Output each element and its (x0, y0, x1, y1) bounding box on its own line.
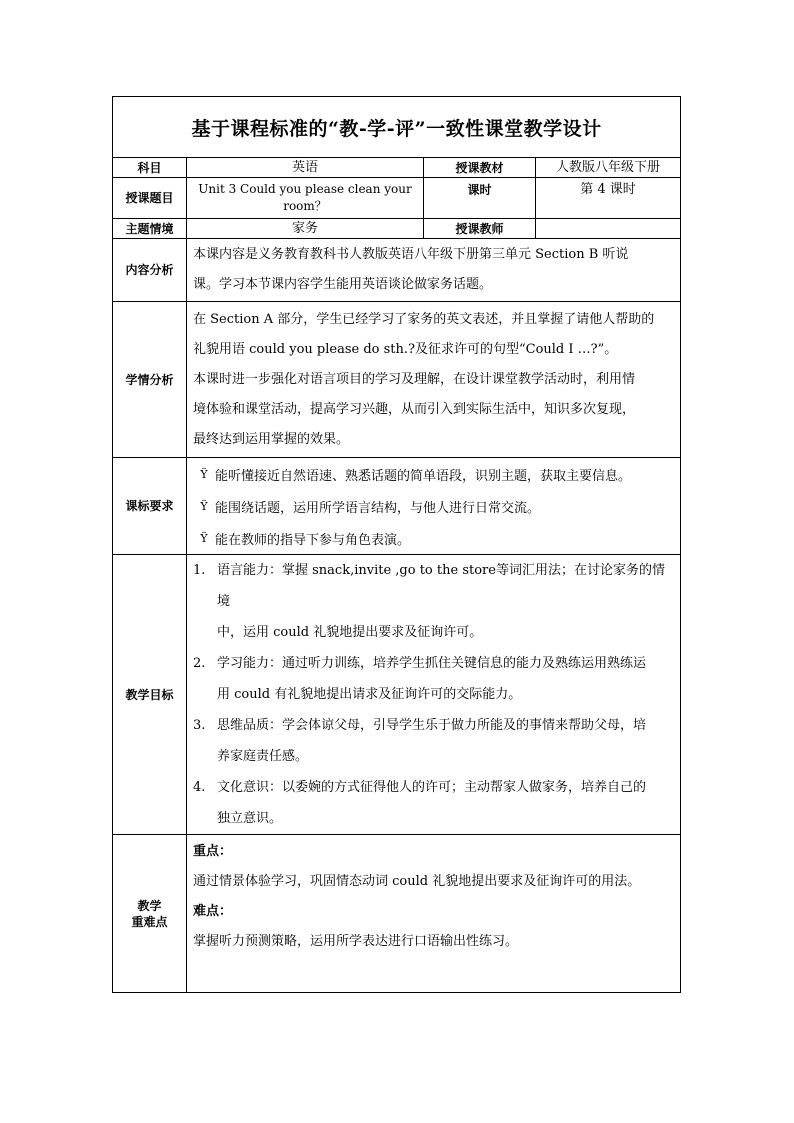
objective-line: 语言能力：掌握 snack,invite ,go to the store等词汇用法；在讨论家务的情境 (217, 563, 665, 609)
objective-item (193, 772, 674, 834)
objective-number: 2. (193, 656, 206, 671)
standards-label: 课标要求 (113, 458, 187, 555)
objective-line: 中，运用 could 礼貌地提出要求及征询许可。 (217, 625, 483, 640)
textbook-label: 授课教材 (424, 158, 536, 178)
student-analysis-line: 本课时进一步强化对语言项目的学习及理解，在设计课堂教学活动时，利用情 (193, 371, 636, 387)
objective-item (193, 648, 674, 710)
difficult-point-text: 掌握听力预测策略，运用所学表达进行口语输出性练习。 (193, 934, 519, 949)
standard-item (193, 458, 674, 490)
key-points-label-line: 教学 (137, 898, 162, 913)
theme-value: 家务 (187, 219, 424, 239)
teacher-label: 授课教师 (424, 219, 536, 239)
student-analysis-line: 在 Section A 部分，学生已经学习了家务的英文表述，并且掌握了请他人帮助的 (193, 311, 655, 327)
objective-item (193, 555, 674, 648)
subject-label: 科目 (113, 158, 187, 178)
difficult-point-heading: 难点： (193, 904, 233, 919)
standard-item-text: 能围绕话题，运用所学语言结构，与他人进行日常交流。 (215, 500, 541, 516)
period-label: 课时 (424, 178, 536, 219)
bullet-icon: Ÿ (200, 499, 208, 513)
objective-line: 学习能力：通过听力训练，培养学生抓住关键信息的能力及熟练运用熟练运 (217, 656, 647, 671)
topic-value: Unit 3 Could you please clean your room？ (187, 178, 424, 219)
objective-line: 用 could 有礼貌地提出请求及征询许可的交际能力。 (217, 687, 522, 702)
student-analysis-text (187, 302, 681, 458)
textbook-value: 人教版八年级下册 (536, 158, 681, 178)
objective-number: 4. (193, 780, 206, 795)
key-points-label (113, 835, 187, 993)
bullet-icon: Ÿ (200, 531, 208, 545)
content-analysis-text (187, 239, 681, 302)
key-point-heading: 重点： (193, 844, 233, 859)
content-analysis-label: 内容分析 (113, 239, 187, 302)
period-value: 第 4 课时 (536, 178, 681, 219)
standard-item (193, 490, 674, 522)
objective-line: 独立意识。 (217, 811, 283, 826)
student-analysis-line: 礼貌用语 could you please do sth.?及征求许可的句型“Could I …?”。 (193, 341, 618, 357)
student-analysis-line: 最终达到运用掌握的效果。 (193, 431, 350, 447)
standard-item-text: 能听懂接近自然语速、熟悉话题的简单语段，识别主题，获取主要信息。 (215, 468, 632, 484)
standards-list (187, 458, 681, 555)
objectives-label: 教学目标 (113, 555, 187, 835)
topic-label: 授课题目 (113, 178, 187, 219)
student-analysis-label: 学情分析 (113, 302, 187, 458)
teacher-value (536, 219, 681, 239)
subject-value: 英语 (187, 158, 424, 178)
objective-line: 文化意识：以委婉的方式征得他人的许可；主动帮家人做家务，培养自己的 (217, 780, 647, 795)
student-analysis-line: 境体验和课堂活动，提高学习兴趣，从而引入到实际生活中，知识多次复现， (193, 401, 636, 417)
lesson-plan-table (112, 96, 681, 993)
objective-number: 3. (193, 718, 206, 733)
key-points-label-line: 重难点 (131, 914, 168, 929)
objective-number: 1. (193, 563, 206, 578)
objectives-list (187, 555, 681, 835)
document-title: 基于课程标准的“教-学-评”一致性课堂教学设计 (113, 97, 681, 158)
bullet-icon: Ÿ (200, 467, 208, 481)
standard-item (193, 522, 674, 554)
objective-item (193, 710, 674, 772)
key-points-text (187, 835, 681, 993)
content-analysis-line: 课。学习本节课内容学生能用英语谈论做家务话题。 (193, 277, 493, 292)
objective-line: 养家庭责任感。 (217, 749, 309, 764)
content-analysis-line: 本课内容是义务教育教科书人教版英语八年级下册第三单元 Section B 听说 (193, 247, 629, 262)
theme-label: 主题情境 (113, 219, 187, 239)
standard-item-text: 能在教师的指导下参与角色表演。 (215, 532, 411, 548)
key-point-text: 通过情景体验学习，巩固情态动词 could 礼貌地提出要求及征询许可的用法。 (193, 874, 641, 889)
objective-line: 思维品质：学会体谅父母，引导学生乐于做力所能及的事情来帮助父母，培 (217, 718, 647, 733)
